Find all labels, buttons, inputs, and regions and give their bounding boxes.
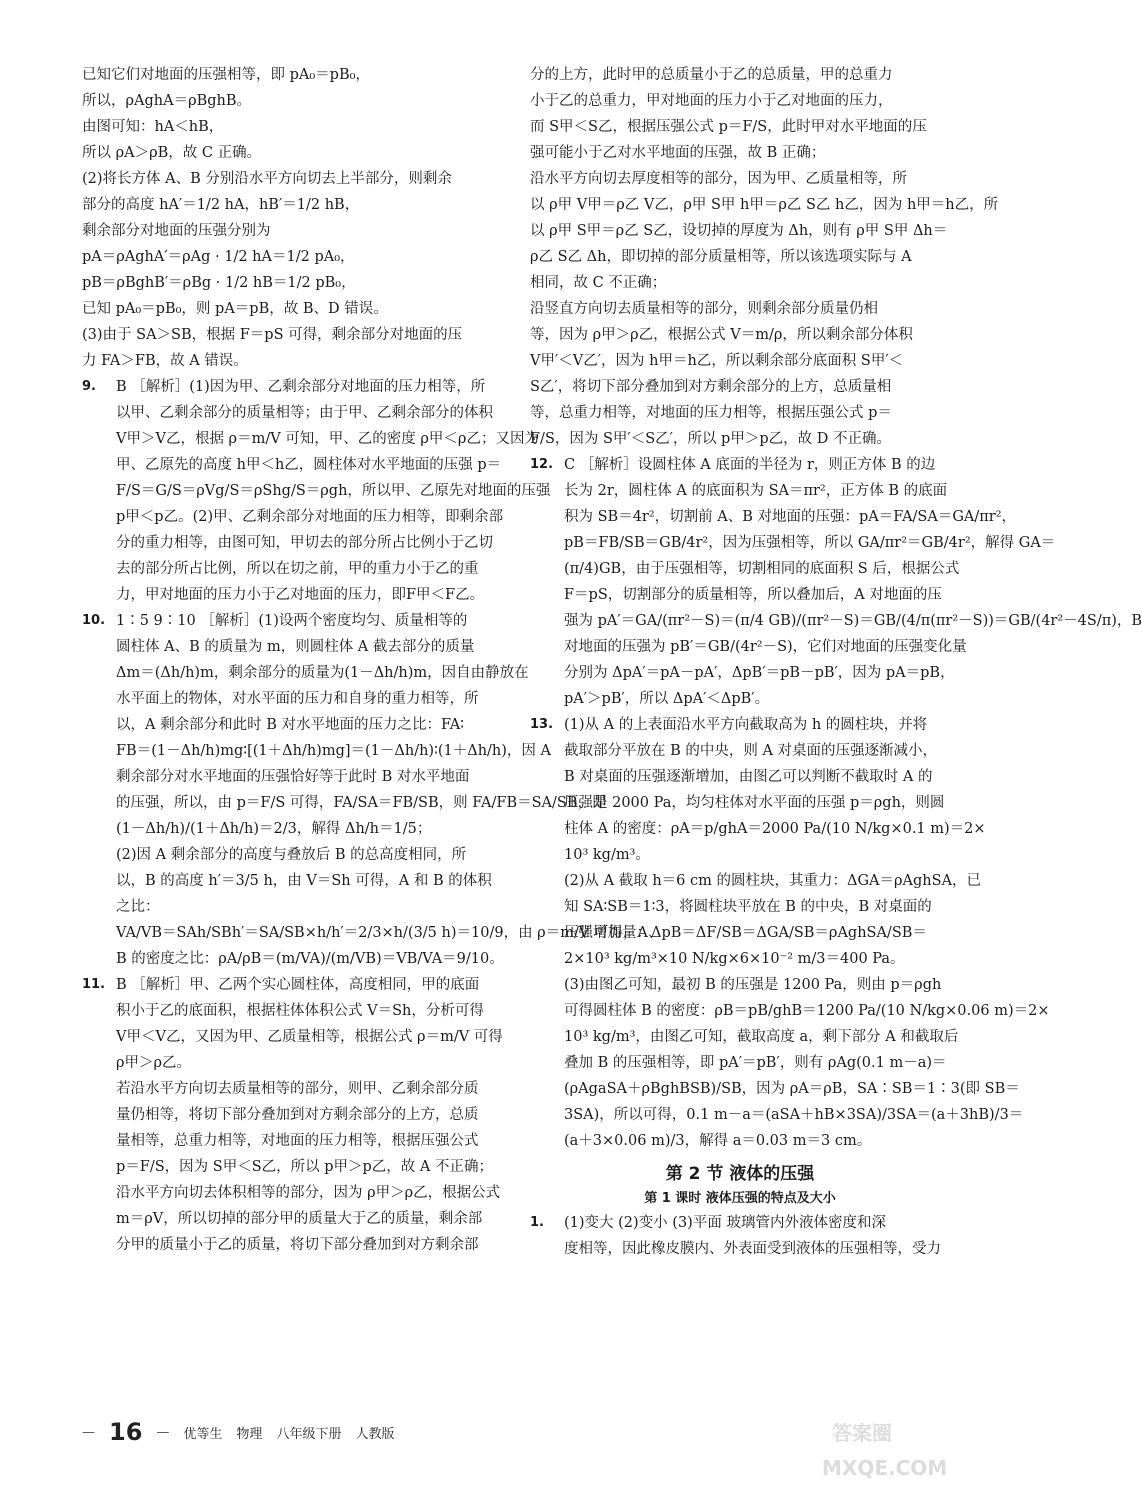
question-number: 13. [530, 717, 554, 732]
text-line: (2)从 A 截取 h＝6 cm 的圆柱块，其重力：ΔGA＝ρAghSA，已 [564, 873, 982, 889]
text-line: 强为 pA′＝GA/(πr²－S)＝(π/4 GB)/(πr²－S)＝GB/(4/π(πr²－S))＝GB/(4r²－4S/π)，B [564, 613, 1142, 629]
text-line: 分别为 ΔpA′＝pA－pA′，ΔpB′＝pB－pB′，因为 pA＝pB， [564, 665, 955, 681]
text-line: ρ甲＞ρ乙。 [116, 1055, 192, 1071]
text-line: 度相等，因此橡皮膜内、外表面受到液体的压强相等，受力 [564, 1241, 941, 1257]
watermark-logo [812, 1400, 982, 1490]
text-line: (a＋3×0.06 m)/3，解得 a＝0.03 m＝3 cm。 [564, 1133, 872, 1149]
page-number: 16 [109, 1418, 143, 1446]
text-line: C ［解析］设圆柱体 A 底面的半径为 r，则正方体 B 的边 [564, 457, 936, 473]
text-line: 分的重力相等，由图可知，甲切去的部分所占比例小于乙切 [116, 535, 493, 551]
text-line: 积小于乙的底面积，根据柱体体积公式 V＝Sh，分析可得 [116, 1003, 484, 1019]
text-line: 而 S甲＜S乙，根据压强公式 p＝F/S，此时甲对水平地面的压 [530, 119, 927, 135]
text-line: B ［解析］(1)因为甲、乙剩余部分对地面的压力相等，所 [116, 379, 486, 395]
text-line: V甲′＜V乙′，因为 h甲＝h乙，所以剩余部分底面积 S甲′＜ [530, 353, 904, 369]
text-line: 以，A 剩余部分和此时 B 对水平地面的压力之比：FA∶ [116, 717, 464, 733]
text-line: pA′＞pB′，所以 ΔpA′＜ΔpB′。 [564, 691, 770, 707]
text-line: 知 SA∶SB＝1∶3，将圆柱块平放在 B 的中央，B 对桌面的 [564, 899, 932, 915]
section-title: 第 2 节 液体的压强 [665, 1164, 815, 1184]
text-line: (π/4)GB，由于压强相等，切割相同的底面积 S 后，根据公式 [564, 561, 960, 577]
text-line: B ［解析］甲、乙两个实心圆柱体，高度相同，甲的底面 [116, 977, 480, 993]
text-line: 2×10³ kg/m³×10 N/kg×6×10⁻² m/3＝400 Pa。 [564, 951, 905, 967]
question-13 [530, 712, 1050, 1154]
text-line: 叠加 B 的压强相等，即 pA′＝pB′，则有 ρAg(0.1 m－a)＝ [564, 1055, 947, 1071]
question-number: 11. [82, 977, 106, 992]
text-line: (1)变大 (2)变小 (3)平面 玻璃管内外液体密度和深 [564, 1215, 886, 1231]
text-line: 的压强，所以，由 p＝F/S 可得，FA/SA＝FB/SB，则 FA/FB＝SA/SB，即 [116, 795, 607, 811]
question-13-body [564, 712, 1049, 1154]
subject: 物理 [236, 1426, 263, 1442]
text-line: 所以，ρAghA＝ρBghB。 [82, 93, 252, 109]
page-footer [82, 1418, 394, 1446]
text-line: S乙′，将切下部分叠加到对方剩余部分的上方，总质量相 [530, 379, 892, 395]
text-line: F/S，因为 S甲′＜S乙′，所以 p甲＞p乙，故 D 不正确。 [530, 431, 891, 447]
question-number: 12. [530, 457, 554, 472]
text-line: 对地面的压强为 pB′＝GB/(4r²－S)，它们对地面的压强变化量 [564, 639, 967, 655]
text-line: 1∶5 9∶10 ［解析］(1)设两个密度均匀、质量相等的 [116, 613, 468, 629]
text-line: 分的上方，此时甲的总质量小于乙的总质量，甲的总重力 [530, 67, 893, 83]
text-line: 小于乙的总重力，甲对地面的压力小于乙对地面的压力， [530, 93, 893, 109]
text-line: V甲＞V乙，根据 ρ＝m/V 可知，甲、乙的密度 ρ甲＜ρ乙；又因为 [116, 431, 539, 447]
text-line: (ρAgaSA＋ρBghBSB)/SB，因为 ρA＝ρB，SA∶SB＝1∶3(即 SB＝ [564, 1081, 1020, 1097]
question-1 [530, 1210, 950, 1262]
text-line: 所以 ρA＞ρB，故 C 正确。 [82, 145, 262, 161]
text-line: F/S＝G/S＝ρVg/S＝ρShg/S＝ρgh，所以甲、乙原先对地面的压强 [116, 483, 551, 499]
text-line: (3)由于 SA＞SB，根据 F＝pS 可得，剩余部分对地面的压 [82, 327, 463, 343]
text-line: 去的部分所占比例，所以在切之前，甲的重力小于乙的重 [116, 561, 479, 577]
text-line: (1－Δh/h)/(1＋Δh/h)＝2/3，解得 Δh/h＝1/5； [116, 821, 432, 837]
text-line: 10³ kg/m³。 [564, 847, 650, 863]
question-12 [530, 452, 1142, 712]
text-line: p甲＜p乙。(2)甲、乙剩余部分对地面的压力相等，即剩余部 [116, 509, 504, 525]
question-12-body [564, 452, 1142, 712]
text-line: m＝ρV，所以切掉的部分甲的质量大于乙的质量，剩余部 [116, 1211, 483, 1227]
question-11-body [116, 972, 512, 1258]
text-line: 量相等，总重力相等，对地面的压力相等，根据压强公式 [116, 1133, 479, 1149]
text-line: 之比： [116, 899, 160, 915]
text-line: (1)从 A 的上表面沿水平方向截取高为 h 的圆柱块，并将 [564, 717, 928, 733]
text-line: 水平面上的物体，对水平面的压力和自身的重力相等，所 [116, 691, 479, 707]
text-line: 分甲的质量小于乙的质量，将切下部分叠加到对方剩余部 [116, 1237, 479, 1253]
text-line: 10³ kg/m³，由图乙可知，截取高度 a，剩下部分 A 和截取后 [564, 1029, 959, 1045]
grade: 八年级下册 [276, 1426, 342, 1442]
text-line: 等，因为 ρ甲＞ρ乙，根据公式 V＝m/ρ，所以剩余部分体积 [530, 327, 913, 343]
text-line: (2)将长方体 A、B 分别沿水平方向切去上半部分，则剩余 [82, 171, 452, 187]
question-number: 9. [82, 379, 96, 394]
solution-11-continued [530, 62, 999, 452]
text-line: 已知 pA₀＝pB₀，则 pA＝pB，故 B、D 错误。 [82, 301, 388, 317]
text-line: 沿水平方向切去厚度相等的部分，因为甲、乙质量相等，所 [530, 171, 907, 187]
text-line: Δm＝(Δh/h)m，剩余部分的质量为(1－Δh/h)m，因自由静放在 [116, 665, 529, 681]
text-line: 甲、乙原先的高度 h甲＜h乙，圆柱体对水平地面的压强 p＝ [116, 457, 502, 473]
text-line: 沿水平方向切去体积相等的部分，因为 ρ甲＞ρ乙，根据公式 [116, 1185, 501, 1201]
text-line: 以甲、乙剩余部分的质量相等；由于甲、乙剩余部分的体积 [116, 405, 493, 421]
watermark-line1: 答案圈 [832, 1421, 892, 1445]
text-line: 以 ρ甲 S甲＝ρ乙 S乙，设切掉的厚度为 Δh，则有 ρ甲 S甲 Δh＝ [530, 223, 948, 239]
book-name: 优等生 [183, 1426, 223, 1442]
text-line: 以，B 的高度 h′＝3/5 h，由 V＝Sh 可得，A 和 B 的体积 [116, 873, 492, 889]
text-line: 压强增加量：ΔpB＝ΔF/SB＝ΔGA/SB＝ρAghSA/SB＝ [564, 925, 927, 941]
footer-dash: — [82, 1424, 95, 1440]
text-line: B 对桌面的压强逐渐增加，由图乙可以判断不截取时 A 的 [564, 769, 933, 785]
question-9-body [116, 374, 550, 608]
question-number: 10. [82, 613, 106, 628]
text-line: 可得圆柱体 B 的密度：ρB＝pB/ghB＝1200 Pa/(10 N/kg×0.06 m)＝2× [564, 1003, 1050, 1019]
text-line: F＝pS，切割部分的质量相等，所以叠加后，A 对地面的压 [564, 587, 942, 603]
text-line: 剩余部分对水平地面的压强恰好等于此时 B 对水平地面 [116, 769, 470, 785]
text-line: 量仍相等，将切下部分叠加到对方剩余部分的上方，总质 [116, 1107, 479, 1123]
text-line: 强可能小于乙对水平地面的压强，故 B 正确； [530, 145, 826, 161]
question-11 [82, 972, 512, 1258]
text-line: pB＝FB/SB＝GB/4r²，因为压强相等，所以 GA/πr²＝GB/4r²，解得 GA＝ [564, 535, 1056, 551]
text-line: 压强是 2000 Pa，均匀柱体对水平面的压强 p＝ρgh，则圆 [564, 795, 945, 811]
right-column [530, 62, 1142, 1262]
text-line: 若沿水平方向切去质量相等的部分，则甲、乙剩余部分质 [116, 1081, 479, 1097]
text-line: pA＝ρAghA′＝ρAg · 1/2 hA＝1/2 pA₀， [82, 249, 355, 265]
question-1-body [564, 1210, 950, 1262]
text-line: 沿竖直方向切去质量相等的部分，则剩余部分质量仍相 [530, 301, 878, 317]
text-line: 由图可知：hA＜hB， [82, 119, 224, 135]
text-line: 力 FA＞FB，故 A 错误。 [82, 353, 248, 369]
lesson-title: 第 1 课时 液体压强的特点及大小 [644, 1191, 836, 1206]
text-line: 剩余部分对地面的压强分别为 [82, 223, 271, 239]
question-number: 1. [530, 1215, 544, 1230]
text-line: 等，总重力相等，对地面的压力相等，根据压强公式 p＝ [530, 405, 892, 421]
text-line: 积为 SB＝4r²，切割前 A、B 对地面的压强：pA＝FA/SA＝GA/πr²， [564, 509, 1017, 525]
text-line: ρ乙 S乙 Δh，即切掉的部分质量相等，所以该选项实际与 A [530, 249, 912, 265]
text-line: 相同，故 C 不正确； [530, 275, 667, 291]
text-line: 以 ρ甲 V甲＝ρ乙 V乙，ρ甲 S甲 h甲＝ρ乙 S乙 h乙，因为 h甲＝h乙，所 [530, 197, 999, 213]
solution-8-continued [82, 62, 512, 374]
text-line: 长为 2r，圆柱体 A 的底面积为 SA＝πr²，正方体 B 的底面 [564, 483, 948, 499]
text-line: p＝F/S，因为 S甲＜S乙，所以 p甲＞p乙，故 A 不正确； [116, 1159, 493, 1175]
text-line: 部分的高度 hA′＝1/2 hA，hB′＝1/2 hB， [82, 197, 360, 213]
text-line: V甲＜V乙，又因为甲、乙质量相等，根据公式 ρ＝m/V 可得 [116, 1029, 503, 1045]
text-line: 圆柱体 A、B 的质量为 m，则圆柱体 A 截去部分的质量 [116, 639, 475, 655]
text-line: B 的密度之比：ρA/ρB＝(m/VA)/(m/VB)＝VB/VA＝9/10。 [116, 951, 504, 967]
text-line: FB＝(1－Δh/h)mg∶[(1＋Δh/h)mg]＝(1－Δh/h)∶(1＋Δh/h)，因 A [116, 743, 552, 759]
text-line: 已知它们对地面的压强相等，即 pA₀＝pB₀， [82, 67, 370, 83]
text-line: (2)因 A 剩余部分的高度与叠放后 B 的总高度相同，所 [116, 847, 467, 863]
text-line: 柱体 A 的密度：ρA＝p/ghA＝2000 Pa/(10 N/kg×0.1 m)＝2× [564, 821, 986, 837]
text-line: VA/VB＝SAh/SBh′＝SA/SB×h/h′＝2/3×h/(3/5 h)＝10/9，由 ρ＝m/V 可得，A、 [116, 925, 663, 941]
text-line: pB＝ρBghB′＝ρBg · 1/2 hB＝1/2 pB₀， [82, 275, 356, 291]
text-line: 力，甲对地面的压力小于乙对地面的压力，即F甲＜F乙。 [116, 587, 485, 603]
text-line: (3)由图乙可知，最初 B 的压强是 1200 Pa，则由 p＝ρgh [564, 977, 942, 993]
watermark-line2: MXQE.COM [822, 1456, 948, 1480]
text-line: 3SA)，所以可得，0.1 m－a＝(aSA＋hB×3SA)/3SA＝(a＋3hB)/3＝ [564, 1107, 1024, 1123]
footer-dash: — [156, 1424, 170, 1440]
edition: 人教版 [355, 1426, 395, 1442]
text-line: 截取部分平放在 B 的中央，则 A 对桌面的压强逐渐减小， [564, 743, 938, 759]
